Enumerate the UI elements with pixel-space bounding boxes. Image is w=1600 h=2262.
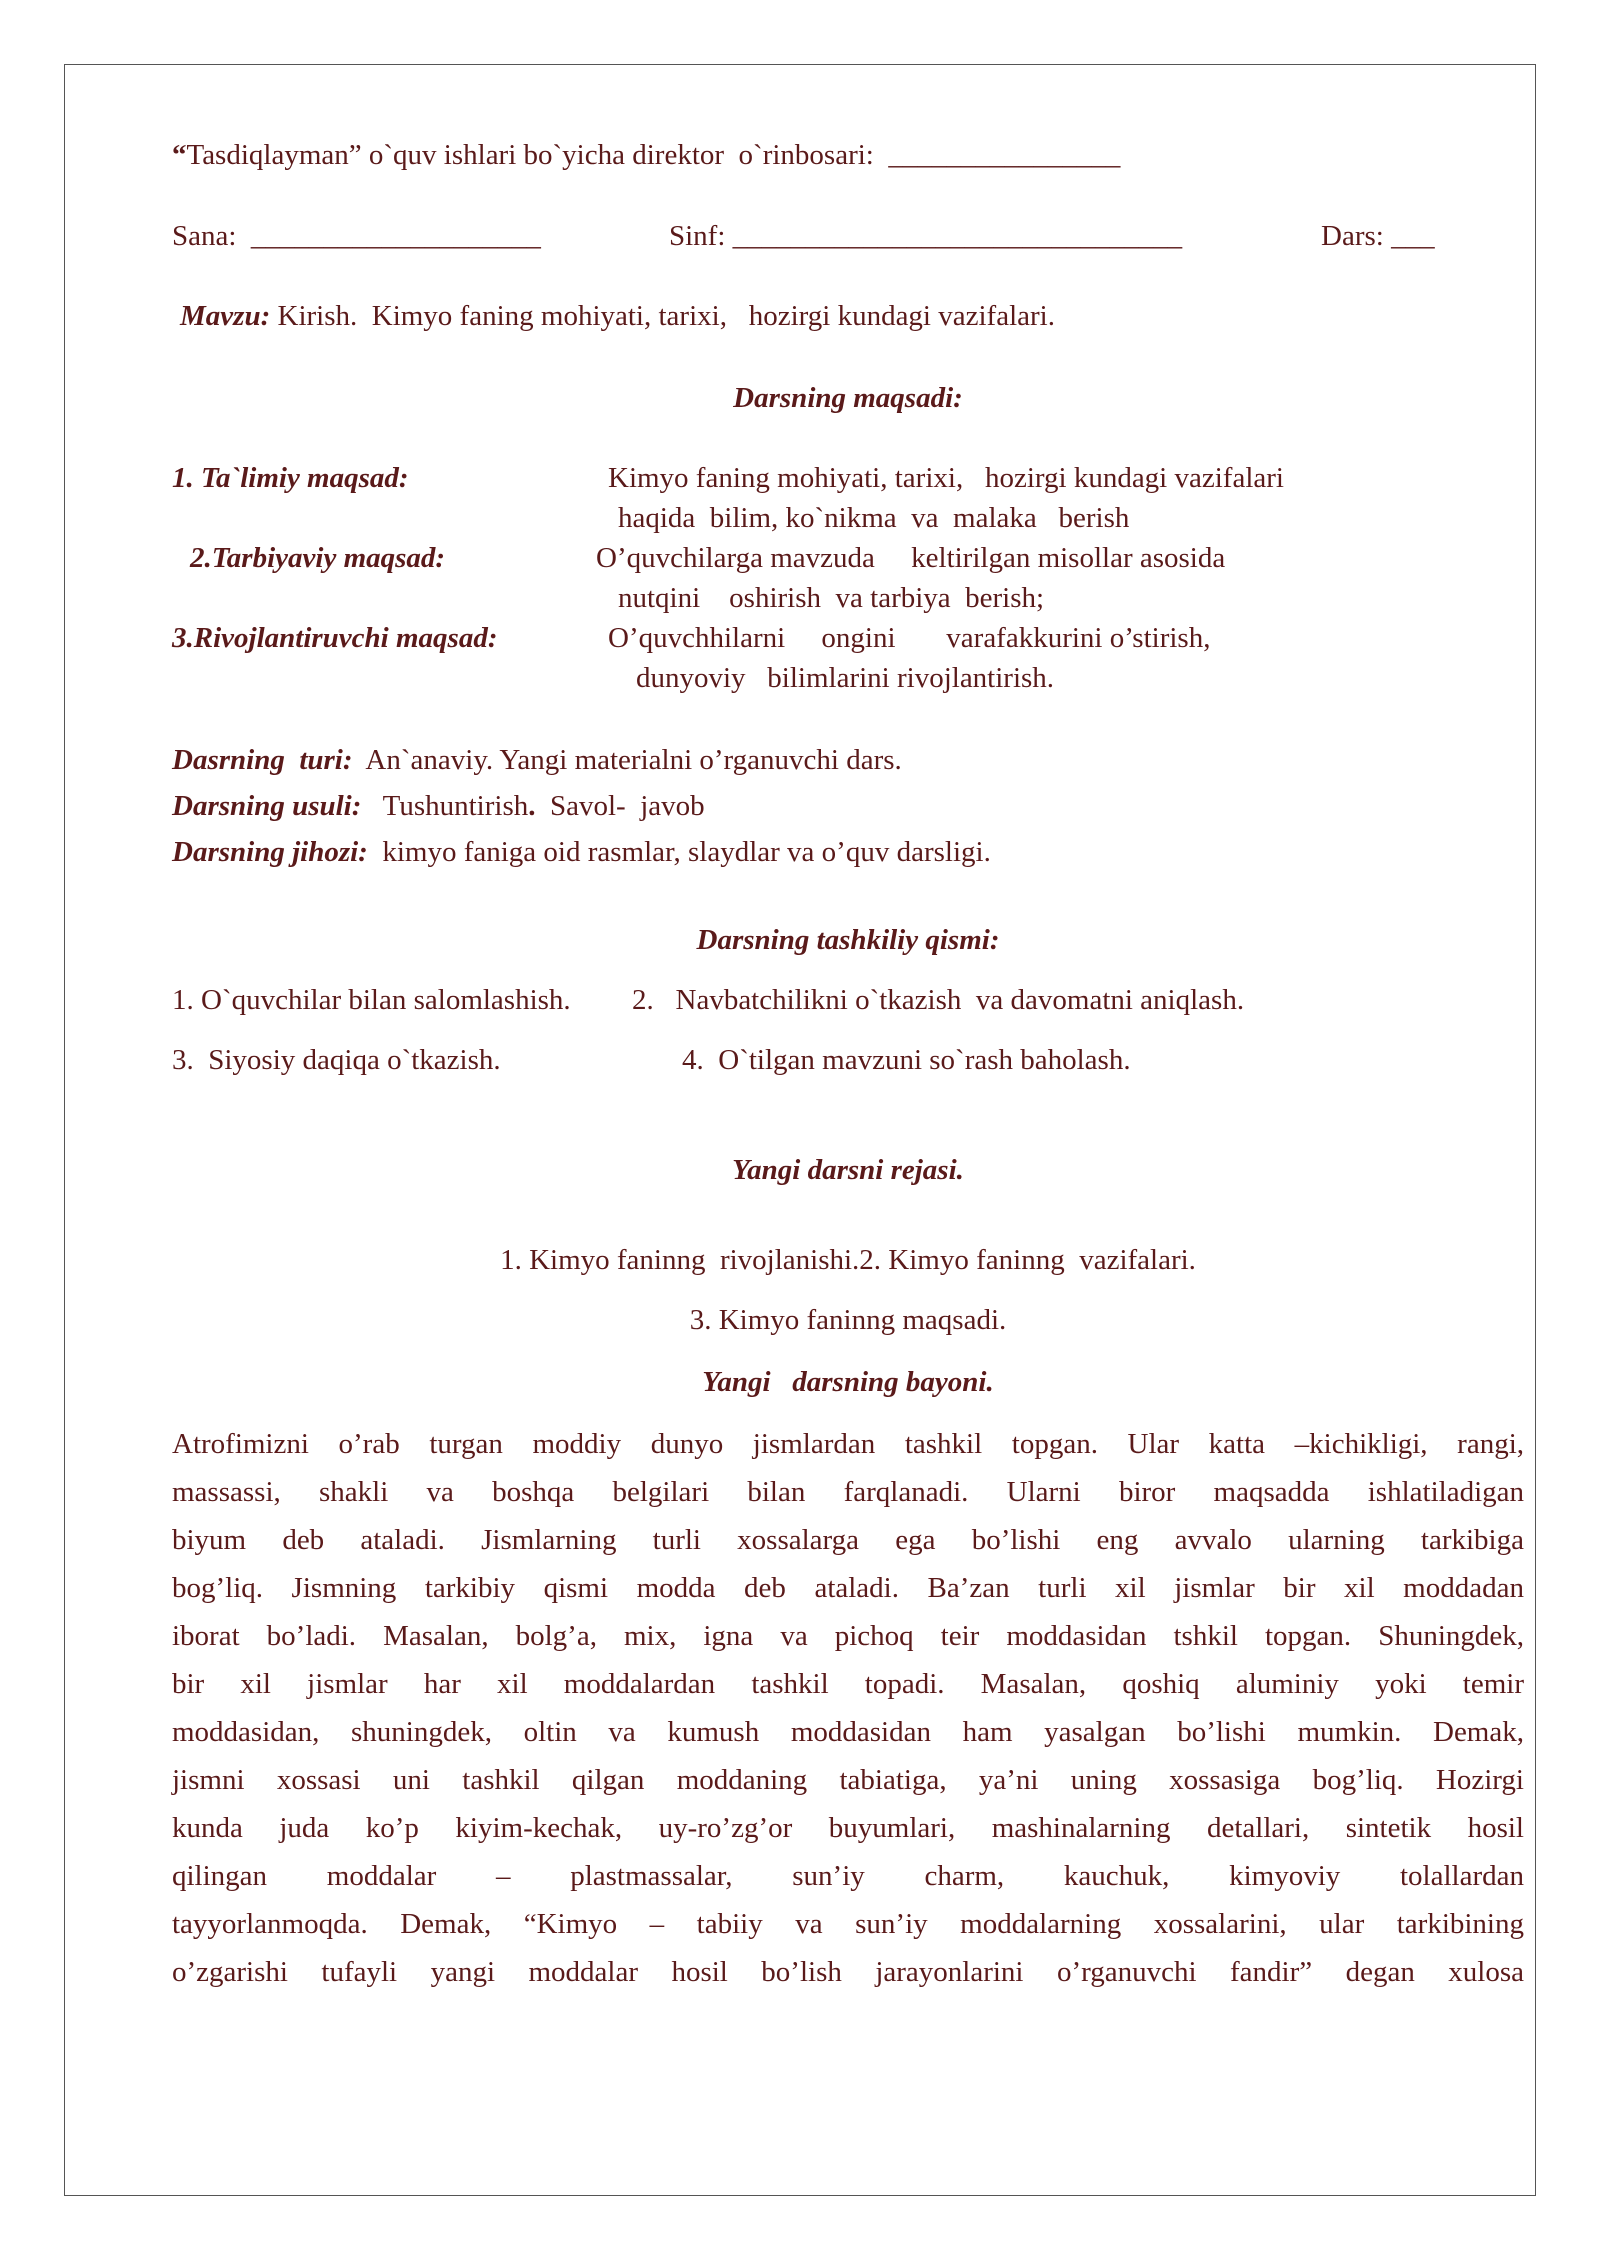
upbringing-goal-line1: O’quvchilarga mavzuda keltirilgan misollar asosida xyxy=(596,542,1226,574)
educational-goal-line2: haqida bilim, ko`nikma va malaka berish xyxy=(618,502,1130,534)
developmental-goal-line2: dunyoviy bilimlarini rivojlantirish. xyxy=(636,662,1055,694)
educational-goal-label: 1. Ta`limiy maqsad: xyxy=(172,462,409,494)
topic-colon: : xyxy=(260,300,271,332)
date-field: Sana: ____________________ xyxy=(172,220,541,252)
lesson-equipment-line xyxy=(172,834,991,870)
organization-heading: Darsning tashkiliy qismi: xyxy=(696,924,1000,956)
organization-item-1: 1. O`quvchilar bilan salomlashish. xyxy=(172,984,571,1016)
educational-goal-line1: Kimyo faning mohiyati, tarixi, hozirgi kundagi vazifalari xyxy=(608,462,1284,494)
narrative-paragraph xyxy=(172,1420,1524,1996)
class-field: Sinf: _______________________________ xyxy=(669,220,1183,252)
narrative-line: moddasidan, shuningdek, oltin va kumush moddasidan ham yasalgan bo’lishi mumkin. Demak, xyxy=(172,1716,1524,1748)
organization-item-4: 4. O`tilgan mavzuni so`rash baholash. xyxy=(682,1044,1131,1076)
plan-line-2: 3. Kimyo faninng maqsadi. xyxy=(689,1304,1007,1336)
upbringing-goal-label: 2.Tarbiyaviy maqsad: xyxy=(190,542,446,574)
approval-text: Tasdiqlayman” o`quv ishlari bo`yicha direktor o`rinbosari: ________________ xyxy=(186,139,1121,171)
topic-label: Mavzu xyxy=(180,300,261,332)
organization-item-3: 3. Siyosiy daqiqa o`tkazish. xyxy=(172,1044,501,1076)
approval-line xyxy=(172,137,1120,173)
developmental-goal-line1: O’quvchhilarni ongini varafakkurini o’stirish, xyxy=(608,622,1211,654)
goals-heading: Darsning maqsadi: xyxy=(733,382,963,414)
plan-line-1: 1. Kimyo faninng rivojlanishi.2. Kimyo faninng vazifalari. xyxy=(500,1244,1196,1276)
lesson-method-label: Darsning usuli: xyxy=(172,790,362,822)
plan-heading: Yangi darsni rejasi. xyxy=(732,1154,964,1186)
organization-item-2: 2. Navbatchilikni o`tkazish va davomatni aniqlash. xyxy=(632,984,1245,1016)
topic-line xyxy=(180,298,1055,334)
developmental-goal-label: 3.Rivojlantiruvchi maqsad: xyxy=(172,622,498,654)
approval-quote: “ xyxy=(172,139,187,171)
narrative-line: Atrofimizni o’rab turgan moddiy dunyo jismlardan tashkil topgan. Ular katta –kichikligi, rangi, xyxy=(172,1428,1524,1460)
narrative-line: massassi, shakli va boshqa belgilari bilan farqlanadi. Ularni biror maqsadda ishlatiladigan xyxy=(172,1476,1524,1508)
topic-text: Kirish. Kimyo faning mohiyati, tarixi, hozirgi kundagi vazifalari. xyxy=(270,300,1055,332)
narrative-line: qilingan moddalar – plastmassalar, sun’iy charm, kauchuk, kimyoviy tolallardan xyxy=(172,1860,1524,1892)
lesson-type-value: An`anaviy. Yangi materialni o’rganuvchi dars. xyxy=(352,744,902,776)
narrative-line: iborat bo’ladi. Masalan, bolg’a, mix, igna va pichoq teir moddasidan tshkil topgan. Shuningdek, xyxy=(172,1620,1524,1652)
lesson-method-value: Tushuntirish xyxy=(361,790,529,822)
narrative-line: o’zgarishi tufayli yangi moddalar hosil bo’lish jarayonlarini o’rganuvchi fandir” degan xulosa xyxy=(172,1956,1524,1988)
narrative-line: bir xil jismlar har xil moddalardan tashkil topadi. Masalan, qoshiq aluminiy yoki temir xyxy=(172,1668,1524,1700)
narrative-line: tayyorlanmoqda. Demak, “Kimyo – tabiiy va sun’iy moddalarning xossalarini, ular tarkibining xyxy=(172,1908,1524,1940)
lesson-method-dot: . xyxy=(528,790,536,822)
lesson-type-label: Dasrning turi: xyxy=(172,744,353,776)
lesson-equipment-label: Darsning jihozi: xyxy=(172,836,368,868)
narrative-heading: Yangi darsning bayoni. xyxy=(702,1366,994,1398)
narrative-line: kunda juda ko’p kiyim-kechak, uy-ro’zg’or buyumlari, mashinalarning detallari, sintetik hosil xyxy=(172,1812,1524,1844)
narrative-line: biyum deb ataladi. Jismlarning turli xossalarga ega bo’lishi eng avvalo ularning tarkibiga xyxy=(172,1524,1524,1556)
narrative-line: jismni xossasi uni tashkil qilgan moddaning tabiatiga, ya’ni uning xossasiga bog’liq. Hozirgi xyxy=(172,1764,1524,1796)
lesson-equipment-value: kimyo faniga oid rasmlar, slaydlar va o’quv darsligi. xyxy=(367,836,991,868)
upbringing-goal-line2: nutqini oshirish va tarbiya berish; xyxy=(618,582,1045,614)
lesson-number-field: Dars: ___ xyxy=(1321,220,1435,252)
lesson-method-value2: Savol- javob xyxy=(535,790,705,822)
lesson-type-line xyxy=(172,742,902,778)
lesson-method-line xyxy=(172,788,705,824)
narrative-line: bog’liq. Jismning tarkibiy qismi modda deb ataladi. Ba’zan turli xil jismlar bir xil moddadan xyxy=(172,1572,1524,1604)
